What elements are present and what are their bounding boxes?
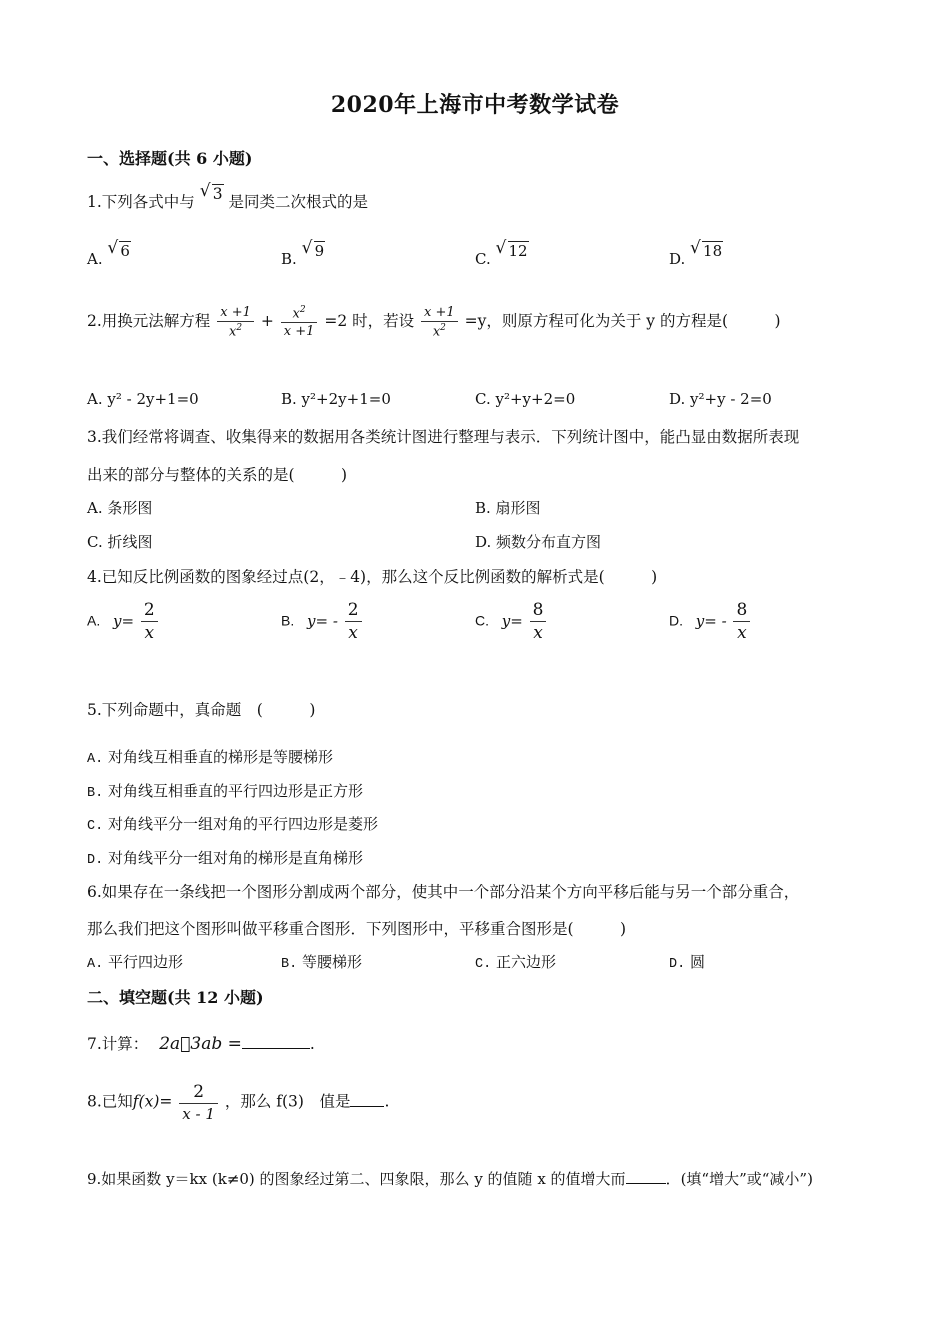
question-6-line-2: 那么我们把这个图形叫做平移重合图形．下列图形中，平移重合图形是( ) — [87, 920, 627, 938]
question-5: 5.下列命题中，真命题 ( ) — [87, 701, 316, 719]
q1-option-a[interactable]: A. √ 6 — [87, 238, 130, 268]
sqrt-expression: √ 3 — [199, 181, 223, 203]
q5-option-b[interactable]: B. 对角线互相垂直的平行四边形是正方形 — [87, 782, 363, 801]
q3-option-c[interactable]: C. 折线图 — [87, 533, 153, 551]
fraction-2: $\frac{x^2}{x +1}$ — [281, 305, 318, 339]
question-1-stem-b: 是同类二次根式的是 — [228, 193, 369, 211]
q4-option-a[interactable]: A. y= $\frac{2}{x}$ — [87, 600, 160, 643]
question-9: 9.如果函数 y＝kx (k≠0) 的图象经过第二、四象限，那么 y 的值随 x 的值增大而 ．(填“增大”或“减小”) — [87, 1170, 813, 1188]
question-3-line-2: 出来的部分与整体的关系的是( ) — [87, 466, 348, 484]
question-8: 8.已知f(x)= $\frac{2}{x - 1}$ ，那么 f(3) 值是 . — [87, 1082, 390, 1123]
section-heading-fill-in: 二、填空题(共 12 小题) — [87, 988, 264, 1007]
section-heading-choice: 一、选择题(共 6 小题) — [87, 149, 253, 168]
fraction: $\frac{2}{x - 1}$ — [179, 1082, 218, 1123]
q1-option-c[interactable]: C. √ 12 — [475, 238, 528, 268]
q2-option-a[interactable]: A. y² - 2y+1=0 — [87, 390, 199, 408]
q4-option-c[interactable]: C. y= $\frac{8}{x}$ — [475, 600, 548, 643]
q3-option-d[interactable]: D. 频数分布直方图 — [475, 533, 602, 551]
question-4: 4.已知反比例函数的图象经过点(2，﹣4)，那么这个反比例函数的解析式是( ) — [87, 568, 658, 586]
question-7: 7.计算： 2a⃞3ab = . — [87, 1034, 315, 1054]
q5-option-a[interactable]: A. 对角线互相垂直的梯形是等腰梯形 — [87, 748, 333, 767]
q6-option-d[interactable]: D. 圆 — [669, 953, 705, 972]
question-3-line-1: 3.我们经常将调查、收集得来的数据用各类统计图进行整理与表示．下列统计图中，能凸显由数据所表现 — [87, 428, 800, 446]
math-expression: 2a⃞3ab = — [159, 1034, 242, 1054]
q2-option-b[interactable]: B. y²+2y+1=0 — [281, 390, 391, 408]
q6-option-a[interactable]: A. 平行四边形 — [87, 953, 183, 972]
q3-option-b[interactable]: B. 扇形图 — [475, 499, 541, 517]
q1-option-b[interactable]: B. √ 9 — [281, 238, 325, 268]
fraction-1: $\frac{x +1}{x^2}$ — [217, 305, 254, 339]
q4-option-b[interactable]: B. y= - $\frac{2}{x}$ — [281, 600, 364, 643]
q1-option-d[interactable]: D. √ 18 — [669, 238, 723, 268]
q6-option-b[interactable]: B. 等腰梯形 — [281, 953, 362, 972]
question-2: 2.用换元法解方程 $\frac{x +1}{x^2}$ + $\frac{x^2}{x +1}$ =2 时，若设 $\frac{x +1}{x^2}$ =y，则原方程可化为关于 y 的方程是( ) — [87, 305, 781, 340]
q5-option-d[interactable]: D. 对角线平分一组对角的梯形是直角梯形 — [87, 849, 363, 868]
fraction-3: $\frac{x +1}{x^2}$ — [421, 305, 458, 339]
question-1 — [87, 181, 369, 212]
q2-option-d[interactable]: D. y²+y - 2=0 — [669, 390, 772, 408]
q2-option-c[interactable]: C. y²+y+2=0 — [475, 390, 576, 408]
page-title: 2020年上海市中考数学试卷 — [330, 92, 620, 118]
q6-option-c[interactable]: C. 正六边形 — [475, 953, 556, 972]
q3-option-a[interactable]: A. 条形图 — [87, 499, 153, 517]
q5-option-c[interactable]: C. 对角线平分一组对角的平行四边形是菱形 — [87, 815, 378, 834]
q4-option-d[interactable]: D. y= - $\frac{8}{x}$ — [669, 600, 752, 643]
answer-blank[interactable] — [350, 1092, 384, 1107]
question-1-stem-a: 1.下列各式中与 — [87, 193, 195, 211]
question-6-line-1: 6.如果存在一条线把一个图形分割成两个部分，使其中一个部分沿某个方向平移后能与另一个部分重合， — [87, 883, 800, 901]
answer-blank[interactable] — [242, 1034, 310, 1049]
answer-blank[interactable] — [626, 1169, 666, 1184]
